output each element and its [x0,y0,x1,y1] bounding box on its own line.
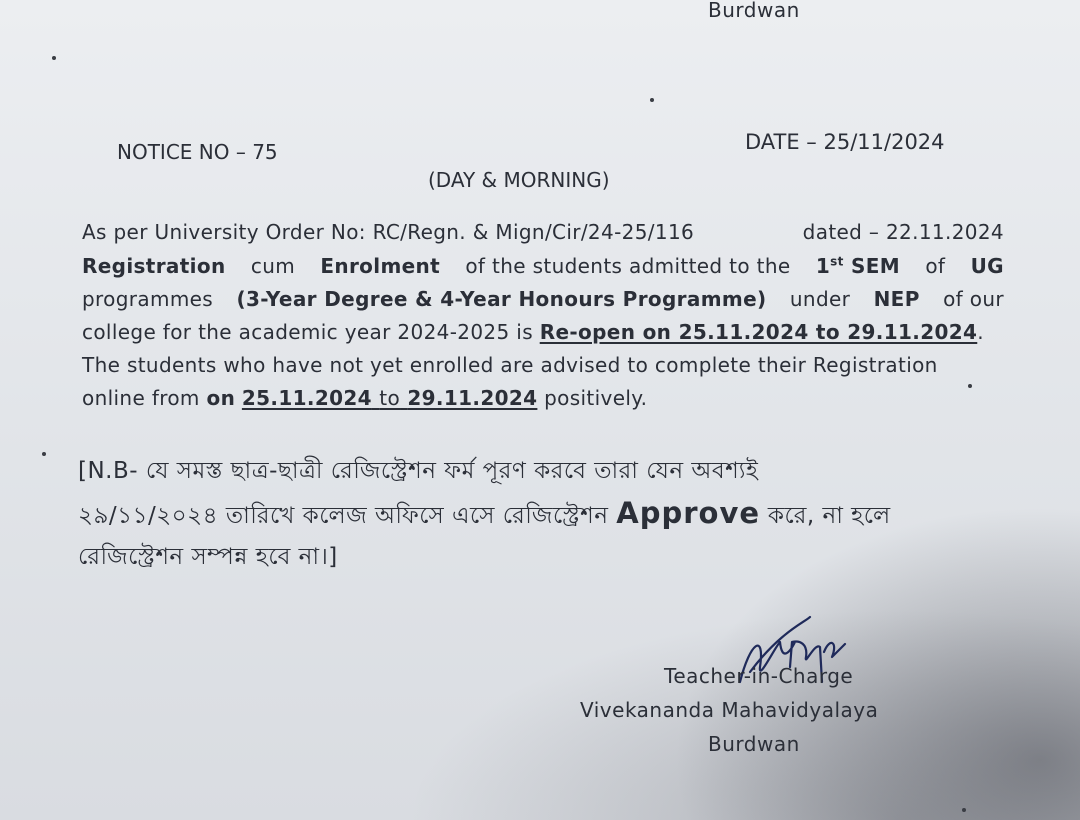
order-date: dated – 22.11.2024 [802,220,1004,244]
signatory-college: Vivekananda Mahavidyalaya [580,698,879,722]
enrolment-text: Enrolment [320,254,441,278]
online-from-text: online from [82,386,200,410]
body-line-1 [82,220,1004,244]
body-line-3 [82,287,1004,311]
online-dates: 25.11.2024 to 29.11.2024 [241,386,538,410]
speck [52,56,56,60]
period-text: . [977,320,984,344]
advice-text: The students who have not yet enrolled are advised to complete their Registration [82,353,938,377]
body-line-6 [82,386,647,410]
approve-text: Approve [616,496,761,530]
speck [650,98,654,102]
body-line-2 [82,254,1004,278]
body-line-5 [82,353,938,377]
academic-year-text: college for the academic year 2024-2025 is [82,320,533,344]
cum-text: cum [250,254,296,278]
nep-text: NEP [873,287,920,311]
nb-line-3: রেজিস্ট্রেশন সম্পন্ন হবে না।] [78,544,338,570]
positively-text: positively. [544,386,648,410]
signatory-title: Teacher-in-Charge [664,664,854,688]
university-order: As per University Order No: RC/Regn. & Mign/Cir/24-25/116 [82,220,695,244]
programmes-text: programmes [82,287,214,311]
speck [968,384,972,388]
notice-number: NOTICE NO – 75 [117,140,278,164]
of-our-text: of our [943,287,1004,311]
registration-text: Registration [82,254,226,278]
signatory-city: Burdwan [708,732,800,756]
notice-shift: (DAY & MORNING) [428,168,610,192]
nb-otherwise-text: করে, না হলে [767,503,891,529]
notice-date: DATE – 25/11/2024 [745,130,945,154]
signature-mark [720,612,870,702]
nb-line-1: [N.B- যে সমস্ত ছাত্র-ছাত্রী রেজিস্ট্রেশন ফর্ম পূরণ করবে তারা যেন অবশ্যই [78,458,759,484]
of-text: of [925,254,946,278]
nb-date-text: ২৯/১১/২০২৪ তারিখে কলেজ অফিসে এসে রেজিস্ট্রেশন [78,503,609,529]
under-text: under [789,287,851,311]
reopen-dates: Re-open on 25.11.2024 to 29.11.2024 [539,320,978,344]
ug-text: UG [970,254,1004,278]
header-location: Burdwan [708,0,800,22]
semester-text: 1st SEM [815,254,901,278]
speck [42,452,46,456]
speck [962,808,966,812]
body-line-4 [82,320,984,344]
nb-line-2 [78,496,891,536]
on-text: on [206,386,236,410]
of-the-text: of the students admitted to the [465,254,791,278]
programme-types: (3-Year Degree & 4-Year Honours Programme) [236,287,767,311]
